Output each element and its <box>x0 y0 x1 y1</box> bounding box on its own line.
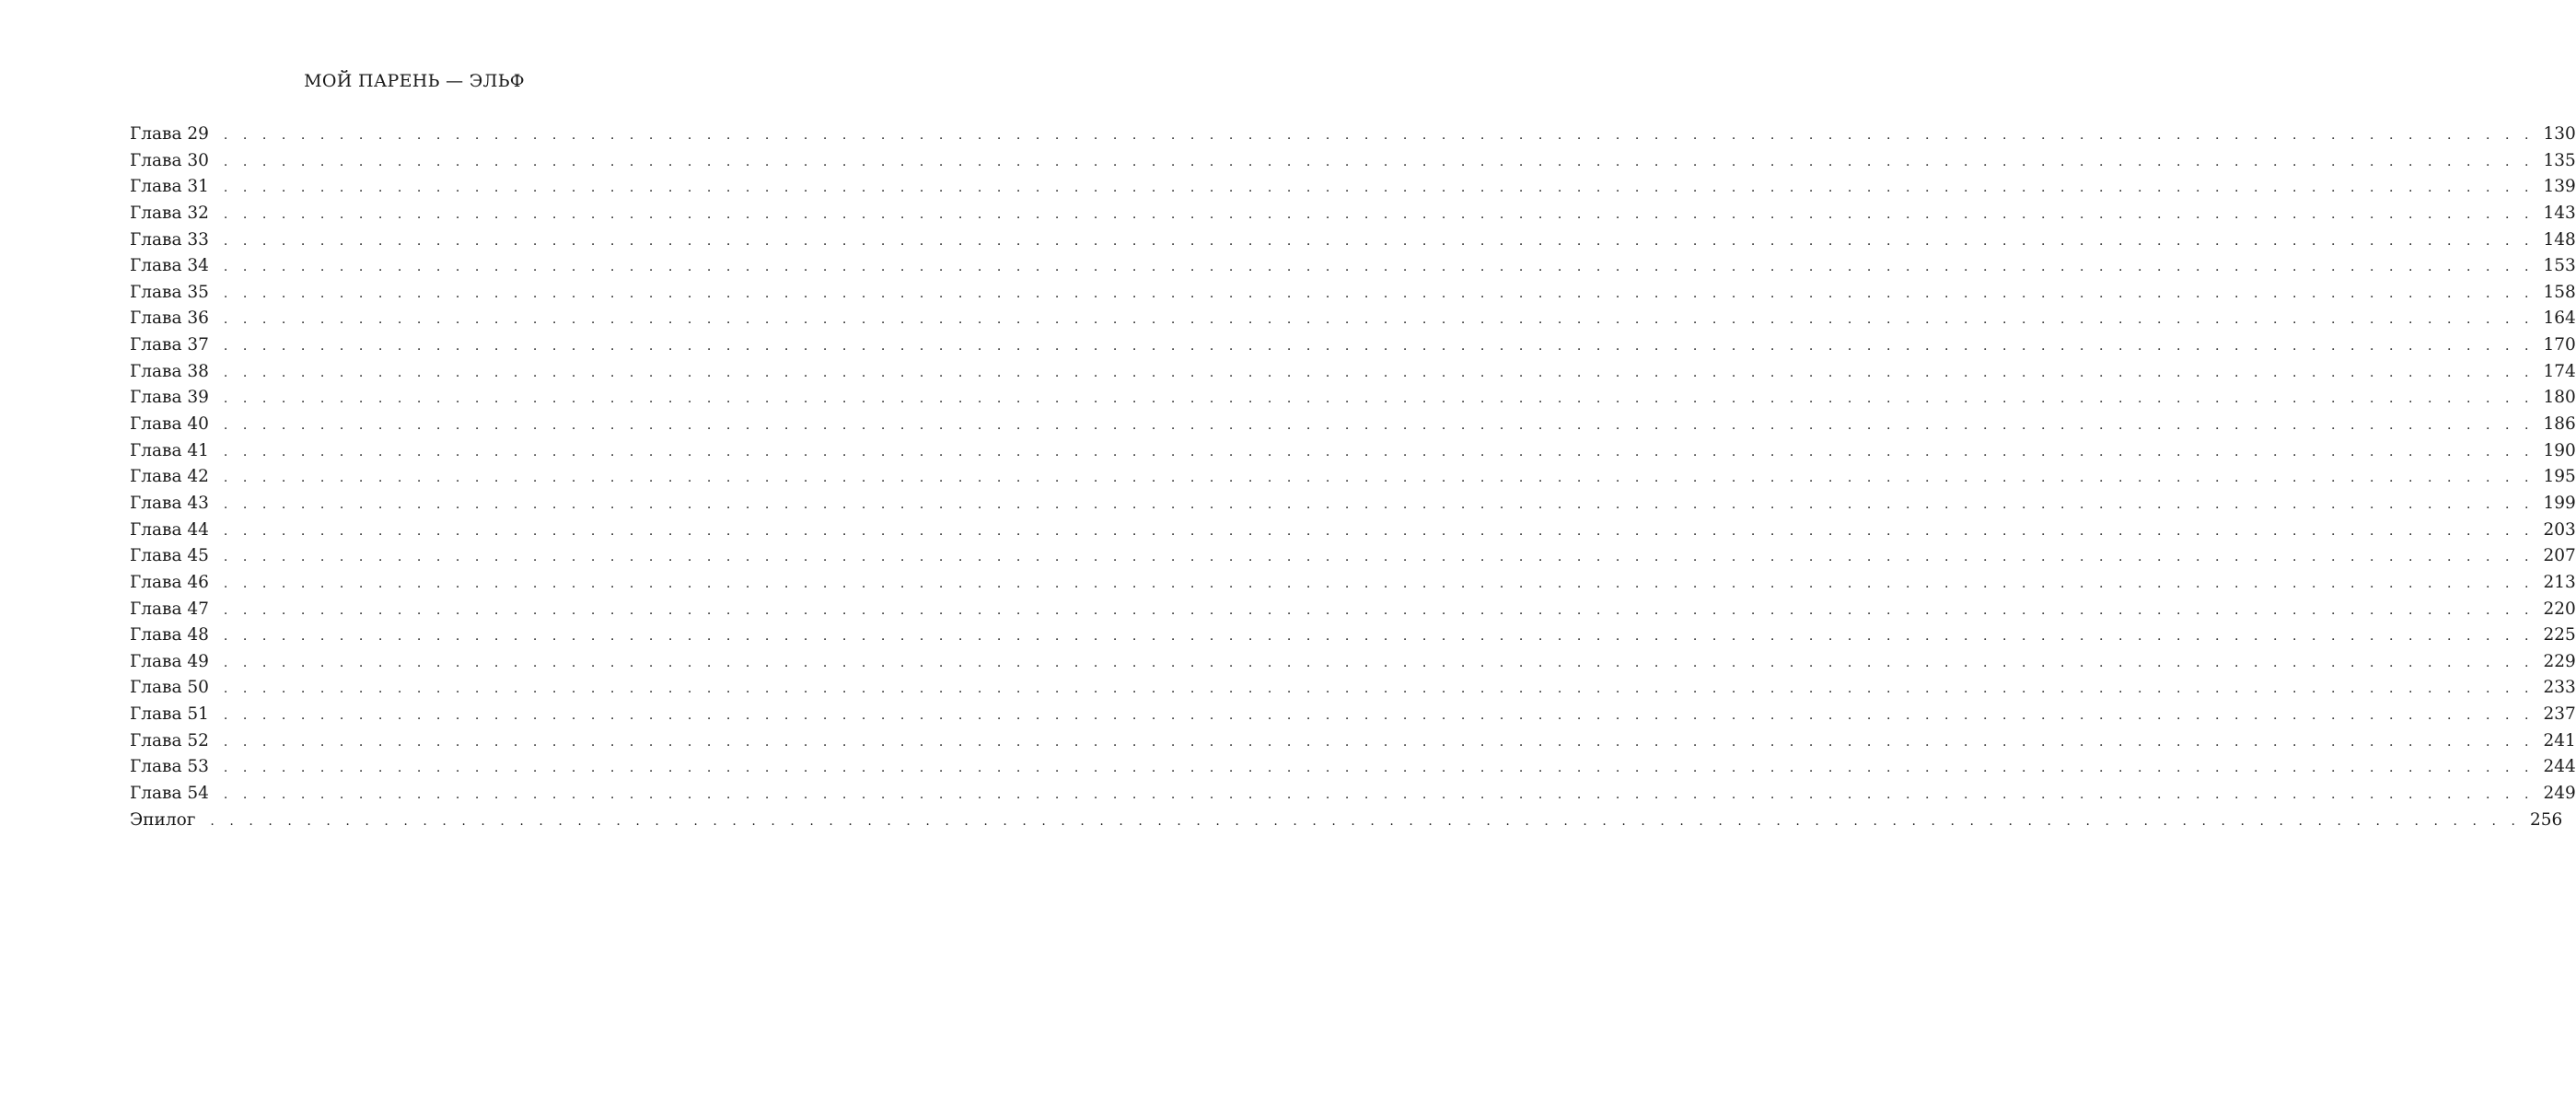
dot-leader: . . . . . . . . . . . . . . . . . . . . . . . . . . . . . . . . . . . . . . . . . . . . . . . . . . . . . . . . . . . . . . . . . . . . . . . . . . . . . . . . . . . . . . . . . . . . . . . . . . . . . . . . . . . . . . . . . . . . . . . . <box>223 180 2535 196</box>
toc-entry <box>130 464 2576 491</box>
toc-entry-page-number: 237 <box>2543 704 2576 725</box>
toc-entry <box>130 253 2576 280</box>
toc-entry-page-number: 130 <box>2543 124 2576 144</box>
toc-entry-page-number: 164 <box>2543 308 2576 329</box>
dot-leader: . . . . . . . . . . . . . . . . . . . . . . . . . . . . . . . . . . . . . . . . . . . . . . . . . . . . . . . . . . . . . . . . . . . . . . . . . . . . . . . . . . . . . . . . . . . . . . . . . . . . . . . . . . . . . . . . . . . . . . . . <box>223 391 2535 407</box>
toc-entry-label: Глава 40 <box>130 414 209 435</box>
dot-leader: . . . . . . . . . . . . . . . . . . . . . . . . . . . . . . . . . . . . . . . . . . . . . . . . . . . . . . . . . . . . . . . . . . . . . . . . . . . . . . . . . . . . . . . . . . . . . . . . . . . . . . . . . . . . . . . . . . . . . . . . <box>223 629 2535 645</box>
dot-leader: . . . . . . . . . . . . . . . . . . . . . . . . . . . . . . . . . . . . . . . . . . . . . . . . . . . . . . . . . . . . . . . . . . . . . . . . . . . . . . . . . . . . . . . . . . . . . . . . . . . . . . . . . . . . . . . . . . . . . . . . <box>223 734 2535 750</box>
toc-entry-label: Глава 35 <box>130 282 209 302</box>
toc-entry <box>130 754 2576 781</box>
dot-leader: . . . . . . . . . . . . . . . . . . . . . . . . . . . . . . . . . . . . . . . . . . . . . . . . . . . . . . . . . . . . . . . . . . . . . . . . . . . . . . . . . . . . . . . . . . . . . . . . . . . . . . . . . . . . . . . . . . . . . . . . <box>223 233 2535 249</box>
toc-entry-label: Глава 45 <box>130 546 209 566</box>
toc-entry <box>130 622 2576 649</box>
toc-entry-label: Глава 41 <box>130 440 209 460</box>
table-of-contents <box>130 122 2576 833</box>
toc-entry <box>130 201 2576 227</box>
toc-entry-page-number: 139 <box>2543 177 2576 197</box>
dot-leader: . . . . . . . . . . . . . . . . . . . . . . . . . . . . . . . . . . . . . . . . . . . . . . . . . . . . . . . . . . . . . . . . . . . . . . . . . . . . . . . . . . . . . . . . . . . . . . . . . . . . . . . . . . . . . . . . . . . . . . . . <box>223 550 2535 565</box>
toc-entry-label: Глава 44 <box>130 519 209 540</box>
dot-leader: . . . . . . . . . . . . . . . . . . . . . . . . . . . . . . . . . . . . . . . . . . . . . . . . . . . . . . . . . . . . . . . . . . . . . . . . . . . . . . . . . . . . . . . . . . . . . . . . . . . . . . . . . . . . . . . . . . . . . . . . <box>223 655 2535 670</box>
toc-entry-label: Глава 47 <box>130 599 209 619</box>
toc-entry-page-number: 249 <box>2543 784 2576 804</box>
dot-leader: . . . . . . . . . . . . . . . . . . . . . . . . . . . . . . . . . . . . . . . . . . . . . . . . . . . . . . . . . . . . . . . . . . . . . . . . . . . . . . . . . . . . . . . . . . . . . . . . . . . . . . . . . . . . . . . . . . . . . . . . <box>223 523 2535 539</box>
toc-entry-page-number: 170 <box>2543 335 2576 355</box>
toc-entry-label: Глава 29 <box>130 124 209 144</box>
toc-entry <box>130 518 2576 544</box>
dot-leader: . . . . . . . . . . . . . . . . . . . . . . . . . . . . . . . . . . . . . . . . . . . . . . . . . . . . . . . . . . . . . . . . . . . . . . . . . . . . . . . . . . . . . . . . . . . . . . . . . . . . . . . . . . . . . . . . . . . . . . . . <box>223 128 2535 143</box>
toc-entry <box>130 306 2576 332</box>
toc-entry-page-number: 203 <box>2543 519 2576 540</box>
toc-entry <box>130 781 2576 808</box>
toc-entry-page-number: 229 <box>2543 651 2576 671</box>
dot-leader: . . . . . . . . . . . . . . . . . . . . . . . . . . . . . . . . . . . . . . . . . . . . . . . . . . . . . . . . . . . . . . . . . . . . . . . . . . . . . . . . . . . . . . . . . . . . . . . . . . . . . . . . . . . . . . . . . . . . . . . . <box>223 206 2535 222</box>
toc-entry <box>130 122 2576 148</box>
toc-entry <box>130 543 2576 570</box>
toc-entry-label: Глава 33 <box>130 229 209 250</box>
toc-entry <box>130 702 2576 728</box>
toc-entry-page-number: 195 <box>2543 467 2576 487</box>
toc-entry-page-number: 233 <box>2543 678 2576 698</box>
toc-entry <box>130 174 2576 201</box>
toc-entry-label: Глава 31 <box>130 177 209 197</box>
dot-leader: . . . . . . . . . . . . . . . . . . . . . . . . . . . . . . . . . . . . . . . . . . . . . . . . . . . . . . . . . . . . . . . . . . . . . . . . . . . . . . . . . . . . . . . . . . . . . . . . . . . . . . . . . . . . . . . . . . . . . . . . <box>223 365 2535 380</box>
toc-entry-page-number: 199 <box>2543 493 2576 513</box>
toc-entry-page-number: 174 <box>2543 361 2576 381</box>
toc-entry-page-number: 158 <box>2543 282 2576 302</box>
toc-entry <box>130 675 2576 702</box>
dot-leader: . . . . . . . . . . . . . . . . . . . . . . . . . . . . . . . . . . . . . . . . . . . . . . . . . . . . . . . . . . . . . . . . . . . . . . . . . . . . . . . . . . . . . . . . . . . . . . . . . . . . . . . . . . . . . . . . . . . . . . . . <box>223 154 2535 169</box>
toc-entry-page-number: 244 <box>2543 757 2576 777</box>
toc-entry <box>130 385 2576 412</box>
toc-entry <box>130 280 2576 307</box>
toc-entry-page-number: 186 <box>2543 414 2576 435</box>
toc-entry-page-number: 190 <box>2543 440 2576 460</box>
toc-entry-label: Глава 52 <box>130 730 209 750</box>
toc-entry-label: Глава 34 <box>130 256 209 276</box>
toc-entry-page-number: 256 <box>2529 809 2563 830</box>
toc-entry <box>130 570 2576 597</box>
toc-entry-label: Глава 49 <box>130 651 209 671</box>
toc-entry-label: Глава 48 <box>130 625 209 646</box>
dot-leader: . . . . . . . . . . . . . . . . . . . . . . . . . . . . . . . . . . . . . . . . . . . . . . . . . . . . . . . . . . . . . . . . . . . . . . . . . . . . . . . . . . . . . . . . . . . . . . . . . . . . . . . . . . . . . . . . . . . . . . . . <box>210 813 2521 829</box>
toc-entry <box>130 649 2576 676</box>
dot-leader: . . . . . . . . . . . . . . . . . . . . . . . . . . . . . . . . . . . . . . . . . . . . . . . . . . . . . . . . . . . . . . . . . . . . . . . . . . . . . . . . . . . . . . . . . . . . . . . . . . . . . . . . . . . . . . . . . . . . . . . . <box>223 602 2535 618</box>
dot-leader: . . . . . . . . . . . . . . . . . . . . . . . . . . . . . . . . . . . . . . . . . . . . . . . . . . . . . . . . . . . . . . . . . . . . . . . . . . . . . . . . . . . . . . . . . . . . . . . . . . . . . . . . . . . . . . . . . . . . . . . . <box>223 708 2535 724</box>
dot-leader: . . . . . . . . . . . . . . . . . . . . . . . . . . . . . . . . . . . . . . . . . . . . . . . . . . . . . . . . . . . . . . . . . . . . . . . . . . . . . . . . . . . . . . . . . . . . . . . . . . . . . . . . . . . . . . . . . . . . . . . . <box>223 444 2535 459</box>
toc-entry <box>130 359 2576 386</box>
toc-entry <box>130 412 2576 438</box>
dot-leader: . . . . . . . . . . . . . . . . . . . . . . . . . . . . . . . . . . . . . . . . . . . . . . . . . . . . . . . . . . . . . . . . . . . . . . . . . . . . . . . . . . . . . . . . . . . . . . . . . . . . . . . . . . . . . . . . . . . . . . . . <box>223 787 2535 803</box>
toc-entry-page-number: 143 <box>2543 203 2576 223</box>
toc-entry <box>130 227 2576 254</box>
dot-leader: . . . . . . . . . . . . . . . . . . . . . . . . . . . . . . . . . . . . . . . . . . . . . . . . . . . . . . . . . . . . . . . . . . . . . . . . . . . . . . . . . . . . . . . . . . . . . . . . . . . . . . . . . . . . . . . . . . . . . . . . <box>223 260 2535 275</box>
toc-entry-page-number: 135 <box>2543 150 2576 170</box>
toc-entry-label: Глава 37 <box>130 335 209 355</box>
dot-leader: . . . . . . . . . . . . . . . . . . . . . . . . . . . . . . . . . . . . . . . . . . . . . . . . . . . . . . . . . . . . . . . . . . . . . . . . . . . . . . . . . . . . . . . . . . . . . . . . . . . . . . . . . . . . . . . . . . . . . . . . <box>223 285 2535 301</box>
dot-leader: . . . . . . . . . . . . . . . . . . . . . . . . . . . . . . . . . . . . . . . . . . . . . . . . . . . . . . . . . . . . . . . . . . . . . . . . . . . . . . . . . . . . . . . . . . . . . . . . . . . . . . . . . . . . . . . . . . . . . . . . <box>223 471 2535 486</box>
dot-leader: . . . . . . . . . . . . . . . . . . . . . . . . . . . . . . . . . . . . . . . . . . . . . . . . . . . . . . . . . . . . . . . . . . . . . . . . . . . . . . . . . . . . . . . . . . . . . . . . . . . . . . . . . . . . . . . . . . . . . . . . <box>223 761 2535 776</box>
toc-entry-label: Глава 51 <box>130 704 209 725</box>
toc-entry-page-number: 180 <box>2543 388 2576 408</box>
dot-leader: . . . . . . . . . . . . . . . . . . . . . . . . . . . . . . . . . . . . . . . . . . . . . . . . . . . . . . . . . . . . . . . . . . . . . . . . . . . . . . . . . . . . . . . . . . . . . . . . . . . . . . . . . . . . . . . . . . . . . . . . <box>223 339 2535 355</box>
toc-entry-label: Глава 30 <box>130 150 209 170</box>
toc-entry <box>130 148 2576 175</box>
dot-leader: . . . . . . . . . . . . . . . . . . . . . . . . . . . . . . . . . . . . . . . . . . . . . . . . . . . . . . . . . . . . . . . . . . . . . . . . . . . . . . . . . . . . . . . . . . . . . . . . . . . . . . . . . . . . . . . . . . . . . . . . <box>223 418 2535 434</box>
dot-leader: . . . . . . . . . . . . . . . . . . . . . . . . . . . . . . . . . . . . . . . . . . . . . . . . . . . . . . . . . . . . . . . . . . . . . . . . . . . . . . . . . . . . . . . . . . . . . . . . . . . . . . . . . . . . . . . . . . . . . . . . <box>223 681 2535 697</box>
dot-leader: . . . . . . . . . . . . . . . . . . . . . . . . . . . . . . . . . . . . . . . . . . . . . . . . . . . . . . . . . . . . . . . . . . . . . . . . . . . . . . . . . . . . . . . . . . . . . . . . . . . . . . . . . . . . . . . . . . . . . . . . <box>223 496 2535 512</box>
toc-entry-label: Глава 46 <box>130 572 209 592</box>
toc-entry-page-number: 153 <box>2543 256 2576 276</box>
toc-entry <box>130 808 2563 834</box>
running-head-title: МОЙ ПАРЕНЬ — ЭЛЬФ <box>304 71 525 91</box>
toc-entry-label: Глава 38 <box>130 361 209 381</box>
toc-entry-page-number: 207 <box>2543 546 2576 566</box>
toc-entry-label: Глава 53 <box>130 757 209 777</box>
toc-entry <box>130 332 2576 359</box>
toc-entry-page-number: 220 <box>2543 599 2576 619</box>
toc-entry-label: Глава 42 <box>130 467 209 487</box>
toc-entry-label: Эпилог <box>130 809 196 830</box>
toc-entry-page-number: 241 <box>2543 730 2576 750</box>
toc-entry <box>130 438 2576 465</box>
toc-entry <box>130 491 2576 518</box>
toc-entry-label: Глава 50 <box>130 678 209 698</box>
dot-leader: . . . . . . . . . . . . . . . . . . . . . . . . . . . . . . . . . . . . . . . . . . . . . . . . . . . . . . . . . . . . . . . . . . . . . . . . . . . . . . . . . . . . . . . . . . . . . . . . . . . . . . . . . . . . . . . . . . . . . . . . <box>223 312 2535 328</box>
toc-entry <box>130 728 2576 755</box>
toc-entry-label: Глава 54 <box>130 784 209 804</box>
toc-entry-label: Глава 43 <box>130 493 209 513</box>
toc-entry-page-number: 225 <box>2543 625 2576 646</box>
toc-entry-label: Глава 32 <box>130 203 209 223</box>
toc-entry-label: Глава 36 <box>130 308 209 329</box>
toc-entry-page-number: 148 <box>2543 229 2576 250</box>
toc-entry <box>130 597 2576 623</box>
toc-entry-label: Глава 39 <box>130 388 209 408</box>
dot-leader: . . . . . . . . . . . . . . . . . . . . . . . . . . . . . . . . . . . . . . . . . . . . . . . . . . . . . . . . . . . . . . . . . . . . . . . . . . . . . . . . . . . . . . . . . . . . . . . . . . . . . . . . . . . . . . . . . . . . . . . . <box>223 576 2535 591</box>
toc-entry-page-number: 213 <box>2543 572 2576 592</box>
